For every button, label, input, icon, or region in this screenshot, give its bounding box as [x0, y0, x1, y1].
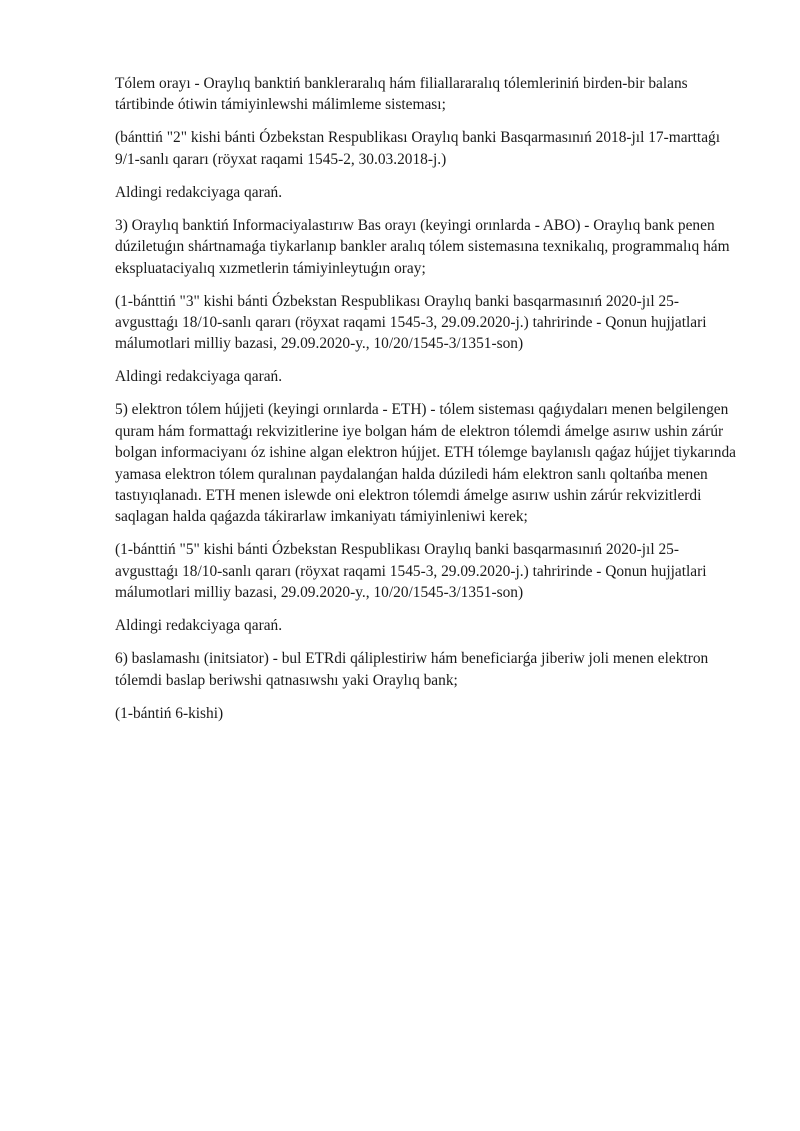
paragraph-amendment-note-2: (bánttiń "2" kishi bánti Ózbekstan Respublikası Oraylıq banki Basqarmasınıń 2018-jıl 17-marttaǵı 9/1-sanlı qararı (röyxat raqami 1545-2, 30.03.2018-j.) [115, 129, 720, 168]
paragraph-amendment-note-6: (1-bántiń 6-kishi) [115, 704, 224, 722]
paragraph-amendment-note-3: (1-bánttiń "3" kishi bánti Ózbekstan Respublikası Oraylıq banki basqarmasınıń 2020-jıl 25-avgusttaǵı 18/10-sanlı qararı (röyxat raqami 1545-3, 29.09.2020-j.) tahririnde - Qonun hujjatlari málumotlari milliy bazasi, 29.09.2020-y., 10/20/1545-3/1351-son) [115, 292, 707, 353]
paragraph-amendment-note-5: (1-bánttiń "5" kishi bánti Ózbekstan Respublikası Oraylıq banki basqarmasınıń 2020-jıl 25-avgusttaǵı 18/10-sanlı qararı (röyxat raqami 1545-3, 29.09.2020-j.) tahririnde - Qonun hujjatlari málumotlari milliy bazasi, 29.09.2020-y., 10/20/1545-3/1351-son) [115, 541, 707, 602]
paragraph-item-3-abo: 3) Oraylıq banktiń Informaciyalastırıw Bas orayı (keyingi orınlarda - ABO) - Oraylıq bank penen dúziletuǵın shártnamaǵa tiykarlanıp bankler aralıq tólem sistemasına texnikalıq, programmalıq hám ekspluataciyalıq xızmetlerin támiyinleytuǵın oray; [115, 216, 730, 277]
previous-edition-link[interactable]: Aldingi redakciyaga qarań. [115, 368, 283, 386]
previous-edition-link[interactable]: Aldingi redakciyaga qarań. [115, 183, 283, 201]
paragraph-item-6-initiator: 6) baslamashı (initsiator) - bul ETRdi qáliplestiriw hám beneficiarǵa jiberiw joli menen elektron tólemdi baslap beriwshi qatnasıwshı yaki Oraylıq bank; [115, 650, 709, 689]
paragraph-item-5-eth: 5) elektron tólem hújjeti (keyingi orınlarda - ETH) - tólem sisteması qaǵıydaları menen belgilengen quram hám formattaǵı rekvizitlerine iye bolgan hám de elektron tólemdi ámelge asırıw ushin zárúr bolgan informaciyanı óz ishine algan elektron hújjet. ETH tólemge baylanıslı qaǵaz hújjet tiykarında yamasa elektron tólem quralınan paydalanǵan halda dúziledi hám elektron sanlı qoltańba menen tastıyıqlanadı. ETH menen islewde oni elektron tólemdi ámelge asırıw ushin zárúr rekvizitlerdi saqlagan halda qaǵazda tákirarlaw imkaniyatı támiyinleniwi kerek; [115, 401, 736, 526]
paragraph-tolem-orayi: Tólem orayı - Oraylıq banktiń bankleraralıq hám filiallararalıq tólemleriniń birden-bir balans tártibinde ótiwin támiyinlewshi málimleme sisteması; [115, 75, 688, 114]
previous-edition-link[interactable]: Aldingi redakciyaga qarań. [115, 617, 283, 635]
